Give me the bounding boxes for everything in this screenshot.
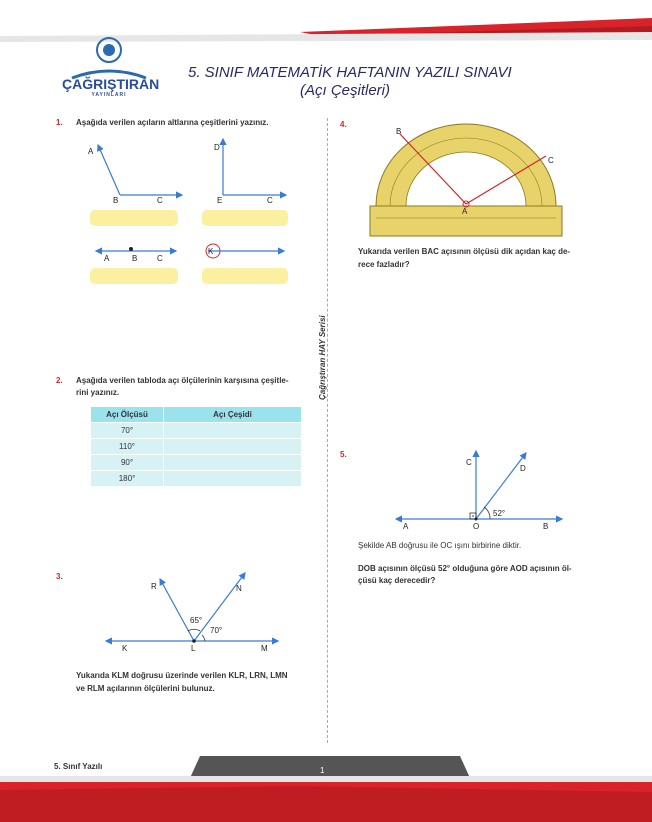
q5-label-o: O bbox=[473, 522, 480, 531]
q1-label-a2: A bbox=[104, 254, 110, 263]
q4-protractor bbox=[366, 118, 566, 240]
q1-label-b2: B bbox=[132, 254, 138, 263]
footer-band bbox=[0, 756, 652, 822]
q1-answer-box-3[interactable] bbox=[90, 268, 178, 284]
table-row bbox=[91, 439, 302, 455]
q3-label-m: M bbox=[261, 644, 268, 653]
q1-text: Aşağıda verilen açıların altlarına çeşitlerini yazınız. bbox=[76, 118, 269, 127]
q5-text-1: Şekilde AB doğrusu ile OC ışını birbirine diktir. bbox=[358, 541, 522, 550]
page-subtitle: (Açı Çeşitleri) bbox=[300, 82, 391, 99]
q2-cell-answer[interactable] bbox=[164, 455, 302, 471]
q1-point-b2 bbox=[129, 247, 133, 251]
q2-text-2: rini yazınız. bbox=[76, 388, 120, 397]
brand-name: ÇAĞRIŞTIRAN bbox=[62, 76, 160, 92]
q3-label-65: 65° bbox=[190, 616, 203, 625]
table-row bbox=[91, 455, 302, 471]
q1-label-e: E bbox=[217, 196, 223, 205]
q4-number: 4. bbox=[340, 120, 347, 129]
q2-number: 2. bbox=[56, 376, 63, 385]
q5-number: 5. bbox=[340, 450, 347, 459]
q2-cell-measure: 70° bbox=[91, 423, 164, 439]
q1-label-c3: C bbox=[157, 254, 163, 263]
q5-text-2: DOB açısının ölçüsü 52° olduğuna göre AOD açısının öl- bbox=[358, 564, 572, 573]
q3-label-70: 70° bbox=[210, 626, 223, 635]
q2-cell-measure: 110° bbox=[91, 439, 164, 455]
q4-text-2: rece fazladır? bbox=[358, 260, 410, 269]
table-row bbox=[91, 423, 302, 439]
q2-cell-measure: 180° bbox=[91, 471, 164, 487]
side-label: Çağrıştıran HAY Serisi bbox=[318, 315, 327, 400]
q2-cell-answer[interactable] bbox=[164, 439, 302, 455]
footer-label: 5. Sınıf Yazılı bbox=[54, 762, 103, 771]
page-number: 1 bbox=[320, 766, 325, 775]
q1-label-c2: C bbox=[267, 196, 273, 205]
q5-label-b: B bbox=[543, 522, 549, 531]
q1-label-d: D bbox=[214, 143, 220, 152]
q4-label-b: B bbox=[396, 127, 402, 136]
q1-label-k: K bbox=[208, 247, 214, 256]
q2-text-1: Aşağıda verilen tabloda açı ölçülerinin karşısına çeşitle- bbox=[76, 376, 289, 385]
q3-text-2: ve RLM açılarının ölçülerini bulunuz. bbox=[76, 684, 215, 693]
q2-cell-measure: 90° bbox=[91, 455, 164, 471]
q3-label-l: L bbox=[191, 644, 196, 653]
q3-number: 3. bbox=[56, 572, 63, 581]
q3-label-r: R bbox=[151, 582, 157, 591]
q2-header-measure: Açı Ölçüsü bbox=[91, 407, 164, 423]
q5-text-3: çüsü kaç derecedir? bbox=[358, 576, 436, 585]
brand-logo bbox=[62, 34, 160, 104]
q4-text-1: Yukarıda verilen BAC açısının ölçüsü dik açıdan kaç de- bbox=[358, 247, 571, 256]
q1-label-b: B bbox=[113, 196, 119, 205]
table-row bbox=[91, 471, 302, 487]
page-title: 5. SINIF MATEMATİK HAFTANIN YAZILI SINAVI bbox=[188, 64, 512, 81]
q5-label-c: C bbox=[466, 458, 472, 467]
q3-label-n: N bbox=[236, 584, 242, 593]
q2-cell-answer[interactable] bbox=[164, 471, 302, 487]
q5-label-d: D bbox=[520, 464, 526, 473]
q1-answer-box-4[interactable] bbox=[202, 268, 288, 284]
q1-label-c1: C bbox=[157, 196, 163, 205]
q1-number: 1. bbox=[56, 118, 63, 127]
q3-label-k: K bbox=[122, 644, 128, 653]
q2-table bbox=[90, 406, 302, 487]
q2-cell-answer[interactable] bbox=[164, 423, 302, 439]
q3-text-1: Yukarıda KLM doğrusu üzerinde verilen KLR, LRN, LMN bbox=[76, 671, 288, 680]
q1-answer-box-1[interactable] bbox=[90, 210, 178, 226]
brand-sub: YAYINLARI bbox=[91, 92, 127, 98]
q1-answer-box-2[interactable] bbox=[202, 210, 288, 226]
q5-label-a: A bbox=[403, 522, 409, 531]
column-divider bbox=[327, 118, 328, 743]
q5-label-52: 52° bbox=[493, 509, 506, 518]
q4-label-c: C bbox=[548, 156, 554, 165]
q4-label-a: A bbox=[462, 207, 468, 216]
q1-label-a: A bbox=[88, 147, 94, 156]
q2-header-type: Açı Çeşidi bbox=[164, 407, 302, 423]
